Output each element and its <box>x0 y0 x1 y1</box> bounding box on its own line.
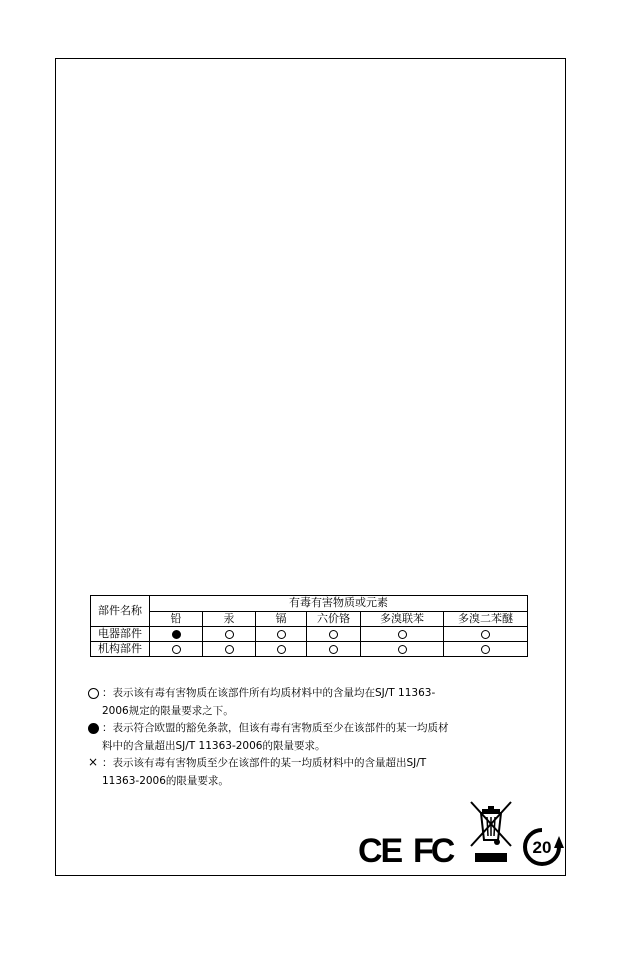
open-circle-icon <box>88 688 99 699</box>
table-cell <box>256 642 307 657</box>
hazardous-substances-table <box>90 595 528 657</box>
column-header: 汞 <box>203 611 256 627</box>
rohs-20-year-logo <box>519 826 565 868</box>
open-circle-icon <box>481 645 490 654</box>
table-cell <box>444 627 528 642</box>
column-header: 铅 <box>150 611 203 627</box>
note-text: ：表示该有毒有害物质在该部件所有均质材料中的含量均在SJ/T 11363-2006规定的限量要求之下。 <box>102 687 436 717</box>
column-header: 六价铬 <box>307 611 361 627</box>
open-circle-icon <box>225 645 234 654</box>
table-cell <box>256 627 307 642</box>
open-circle-icon <box>172 645 181 654</box>
table-cell <box>307 627 361 642</box>
table-cell <box>444 642 528 657</box>
open-circle-icon <box>225 630 234 639</box>
cross-icon: × <box>88 755 99 769</box>
note-text: ：表示符合欧盟的豁免条款，但该有毒有害物质至少在该部件的某一均质材料中的含量超出SJ/T 11363-2006的限量要求。 <box>102 722 449 752</box>
open-circle-icon <box>481 630 490 639</box>
table-cell <box>361 627 444 642</box>
open-circle-icon <box>398 645 407 654</box>
table-row <box>91 642 528 657</box>
note-open-circle <box>88 685 458 720</box>
column-header: 多溴联苯 <box>361 611 444 627</box>
part-name-header: 部件名称 <box>91 596 150 627</box>
certification-logos <box>355 800 570 868</box>
ce-mark-logo: CE <box>358 832 402 870</box>
note-filled-circle <box>88 720 458 755</box>
row-name: 电器部件 <box>91 627 150 642</box>
weee-crossed-bin-icon <box>467 800 515 864</box>
rohs-number: 20 <box>532 838 552 857</box>
column-header: 多溴二苯醚 <box>444 611 528 627</box>
fcc-logo: FC <box>413 832 453 870</box>
table-cell <box>361 642 444 657</box>
filled-circle-icon <box>172 630 181 639</box>
open-circle-icon <box>398 630 407 639</box>
legend-notes <box>88 685 458 790</box>
open-circle-icon <box>329 630 338 639</box>
table-cell <box>150 627 203 642</box>
open-circle-icon <box>277 630 286 639</box>
table-cell <box>203 642 256 657</box>
column-header: 镉 <box>256 611 307 627</box>
open-circle-icon <box>329 645 338 654</box>
filled-circle-icon <box>88 723 99 734</box>
open-circle-icon <box>277 645 286 654</box>
row-name: 机构部件 <box>91 642 150 657</box>
table-cell <box>150 642 203 657</box>
table-cell <box>307 642 361 657</box>
note-cross <box>88 755 458 790</box>
note-text: ：表示该有毒有害物质至少在该部件的某一均质材料中的含量超出SJ/T 11363-2006的限量要求。 <box>102 757 427 787</box>
substances-group-header: 有毒有害物质或元素 <box>150 596 528 612</box>
table-cell <box>203 627 256 642</box>
table-row <box>91 627 528 642</box>
